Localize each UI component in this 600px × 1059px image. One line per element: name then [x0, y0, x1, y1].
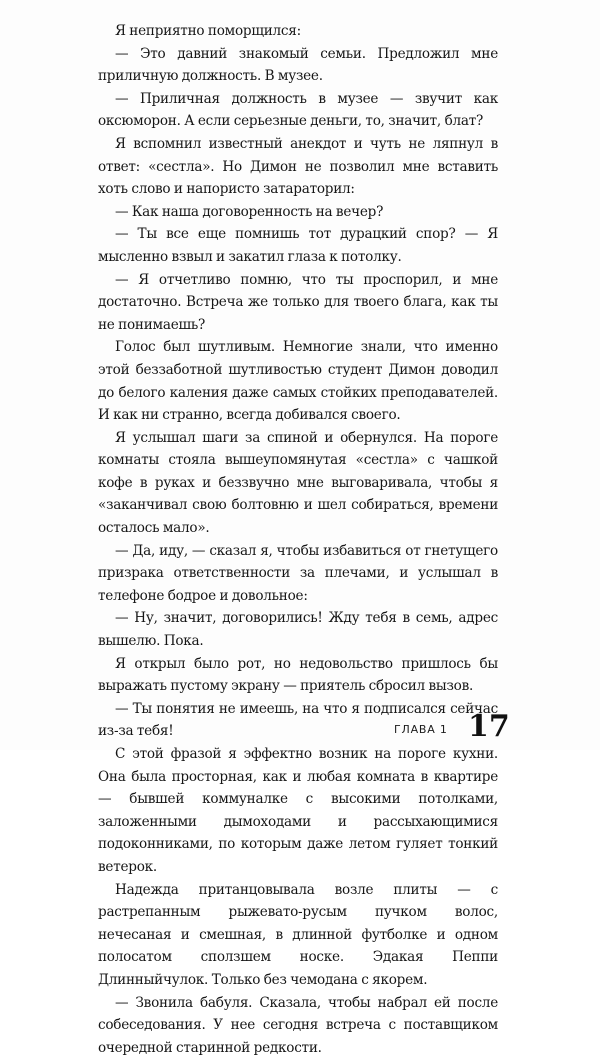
- paragraph: — Да, иду, — сказал я, чтобы избавиться от гнетущего призрака ответственности за плечами, и услышал в телефоне бодрое и довольное:: [98, 542, 498, 604]
- paragraph: Я услышал шаги за спиной и обернулся. На пороге комнаты стояла вышеупомянутая «сестла» с чашкой кофе в руках и беззвучно мне выговаривала, чтобы я «заканчивал свою болтовню и шел собираться, времени осталось мало».: [98, 429, 498, 537]
- paragraph: — Ты понятия не имеешь, на что я подписался сейчас из-за тебя!: [98, 700, 498, 740]
- paragraph: Надежда пританцовывала возле плиты — с растрепанным рыжевато-русым пучком волос, нечесаная и смешная, в длинной футболке и одном полосатом сползшем носке. Эдакая Пеппи Длинныйчулок. Только без чемодана с якорем.: [98, 881, 498, 988]
- page-footer: [394, 709, 510, 744]
- body-text: [98, 20, 498, 1059]
- paragraph: — Как наша договоренность на вечер?: [115, 203, 384, 220]
- chapter-label: ГЛАВА 1: [394, 723, 448, 736]
- paragraph: Голос был шутливым. Немногие знали, что именно этой беззаботной шутливостью студент Димон доводил до белого каления даже самых стойких преподавателей. И как ни странно, всегда добивался своего.: [98, 339, 498, 424]
- paragraph: Я открыл было рот, но недовольство пришлось бы выражать пустому экрану — приятель сбросил вызов.: [98, 655, 498, 695]
- paragraph: — Я отчетливо помню, что ты проспорил, и мне достаточно. Встреча же только для твоего блага, как ты не понимаешь?: [98, 271, 498, 333]
- paragraph: — Звонила бабуля. Сказала, чтобы набрал ей после собеседования. У нее сегодня встреча с поставщиком очередной старинной редкости.: [98, 994, 498, 1056]
- paragraph: С этой фразой я эффектно возник на пороге кухни. Она была просторная, как и любая комната в квартире — бывшей коммуналке с высокими потолками, заложенными дымоходами и рассыхающимися подоконниками, по которым даже летом гуляет тонкий ветерок.: [98, 746, 498, 875]
- paragraph: — Ну, значит, договорились! Жду тебя в семь, адрес вышелю. Пока.: [98, 610, 498, 650]
- paragraph: Я вспомнил известный анекдот и чуть не ляпнул в ответ: «сестла». Но Димон не позволил мне вставить хоть слово и напористо затараторил:: [98, 135, 498, 198]
- paragraph: — Приличная должность в музее — звучит как оксюморон. А если серьезные деньги, то, значит, блат?: [98, 90, 498, 130]
- paragraph: — Это давний знакомый семьи. Предложил мне приличную должность. В музее.: [98, 45, 498, 85]
- paragraph: — Ты все еще помнишь тот дурацкий спор? — Я мысленно взвыл и закатил глаза к потолку.: [98, 226, 498, 265]
- paragraph: Я неприятно поморщился:: [115, 23, 301, 39]
- page-number: 17: [468, 709, 510, 744]
